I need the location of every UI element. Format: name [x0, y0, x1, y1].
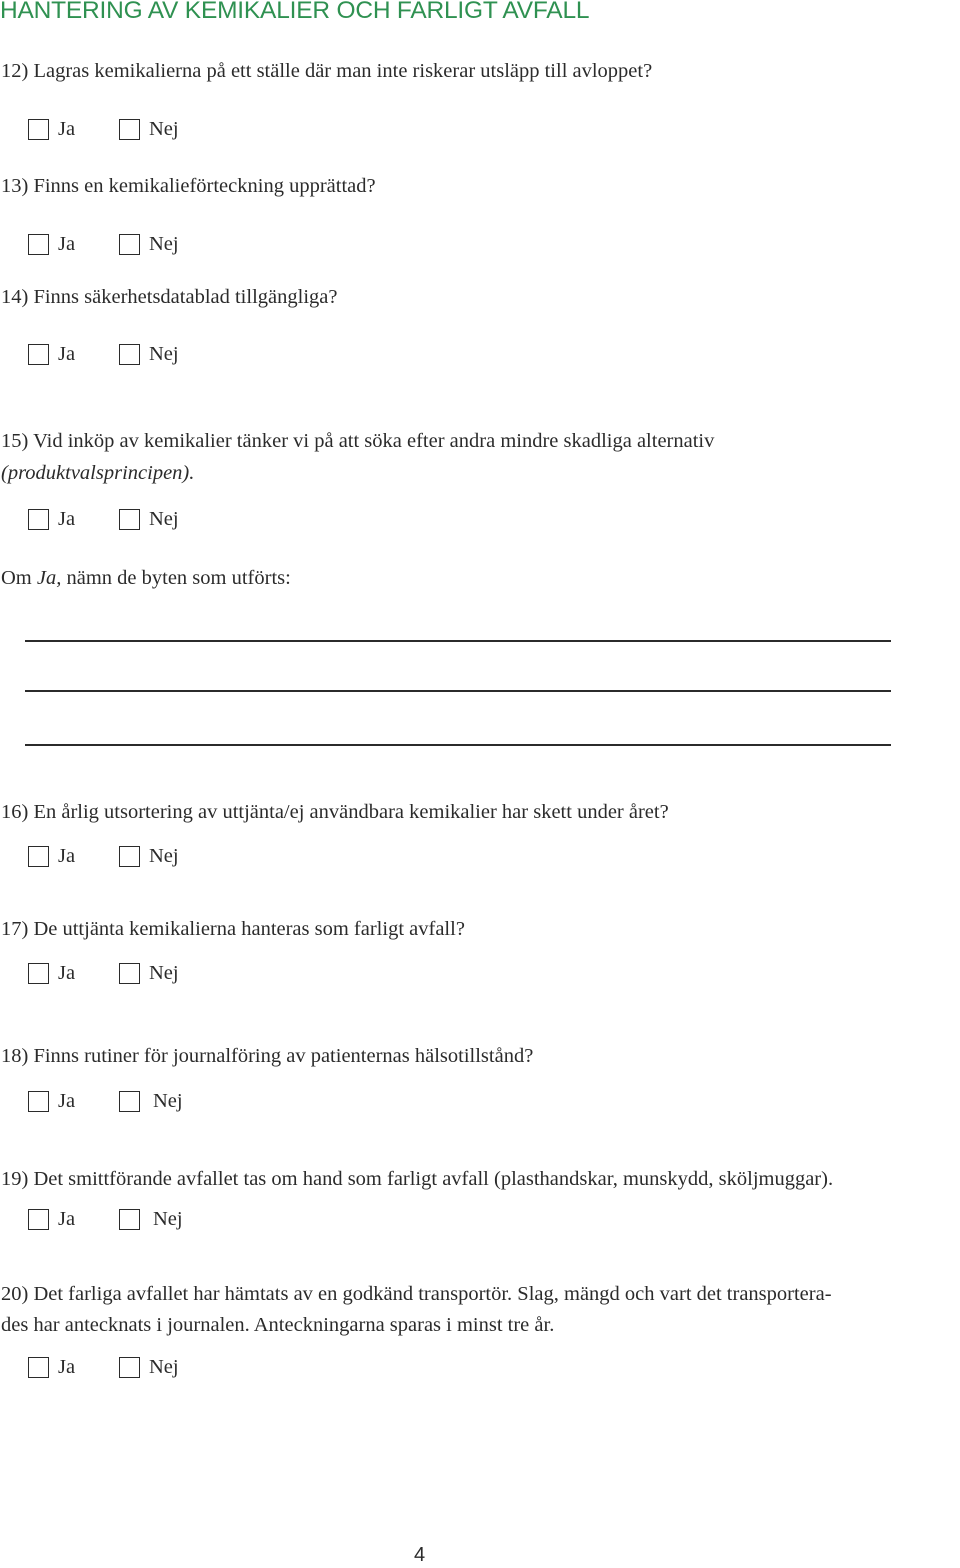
- no-checkbox-19[interactable]: [119, 1209, 140, 1230]
- no-checkbox-14[interactable]: [119, 344, 140, 365]
- yes-label: Ja: [58, 845, 76, 867]
- question-20-line-2: des har antecknats i journalen. Anteckningarna sparas i minst tre år.: [1, 1314, 555, 1336]
- followup-prefix: Om: [1, 567, 37, 589]
- question-18: 18) Finns rutiner för journalföring av patienternas hälsotillstånd?: [1, 1045, 534, 1067]
- no-label: Nej: [149, 343, 179, 365]
- no-checkbox-20[interactable]: [119, 1357, 140, 1378]
- question-19: 19) Det smittförande avfallet tas om hand som farligt avfall (plasthandskar, munskydd, sköljmuggar).: [1, 1168, 834, 1190]
- answer-group-12: [28, 117, 228, 145]
- yes-checkbox-12[interactable]: [28, 119, 49, 140]
- answer-line-2[interactable]: [25, 690, 891, 692]
- answer-group-14: [28, 342, 228, 370]
- question-15: 15) Vid inköp av kemikalier tänker vi på att söka efter andra mindre skadliga alternativ: [1, 430, 715, 452]
- answer-group-13: [28, 232, 228, 260]
- page-number: 4: [414, 1544, 426, 1566]
- yes-checkbox-13[interactable]: [28, 234, 49, 255]
- answer-group-18: [28, 1089, 228, 1117]
- answer-group-15: [28, 507, 228, 535]
- question-15-note-row: [1, 458, 194, 489]
- yes-label: Ja: [58, 962, 76, 984]
- question-16: 16) En årlig utsortering av uttjänta/ej användbara kemikalier har skett under året?: [1, 801, 669, 823]
- answer-line-1[interactable]: [25, 640, 891, 642]
- question-12: 12) Lagras kemikalierna på ett ställe där man inte riskerar utsläpp till avloppet?: [1, 60, 653, 82]
- no-checkbox-17[interactable]: [119, 963, 140, 984]
- no-label: Nej: [149, 1356, 179, 1378]
- question-14: 14) Finns säkerhetsdatablad tillgängliga?: [1, 286, 338, 308]
- yes-label: Ja: [58, 1356, 76, 1378]
- answer-line-3[interactable]: [25, 744, 891, 746]
- yes-label: Ja: [58, 233, 76, 255]
- no-label: Nej: [153, 1090, 183, 1112]
- yes-label: Ja: [58, 1090, 76, 1112]
- no-label: Nej: [149, 233, 179, 255]
- no-label: Nej: [149, 508, 179, 530]
- no-checkbox-13[interactable]: [119, 234, 140, 255]
- no-checkbox-15[interactable]: [119, 509, 140, 530]
- answer-group-16: [28, 844, 228, 872]
- yes-label: Ja: [58, 1208, 76, 1230]
- question-13: 13) Finns en kemikalieförteckning upprättad?: [1, 175, 376, 197]
- yes-checkbox-16[interactable]: [28, 846, 49, 867]
- section-title: HANTERING AV KEMIKALIER OCH FARLIGT AVFALL: [0, 0, 590, 24]
- no-checkbox-16[interactable]: [119, 846, 140, 867]
- yes-checkbox-18[interactable]: [28, 1091, 49, 1112]
- followup-suffix: nämn de byten som utförts:: [61, 567, 291, 589]
- yes-label: Ja: [58, 343, 76, 365]
- question-15-note: (produktvalsprincipen).: [1, 462, 195, 484]
- no-label: Nej: [149, 845, 179, 867]
- yes-checkbox-19[interactable]: [28, 1209, 49, 1230]
- followup-italic: Ja,: [36, 567, 62, 589]
- no-label: Nej: [153, 1208, 183, 1230]
- no-checkbox-12[interactable]: [119, 119, 140, 140]
- yes-label: Ja: [58, 508, 76, 530]
- answer-group-20: [28, 1355, 228, 1383]
- no-label: Nej: [149, 962, 179, 984]
- yes-label: Ja: [58, 118, 76, 140]
- no-label: Nej: [149, 118, 179, 140]
- yes-checkbox-15[interactable]: [28, 509, 49, 530]
- answer-group-17: [28, 961, 228, 989]
- answer-group-19: [28, 1207, 228, 1235]
- yes-checkbox-20[interactable]: [28, 1357, 49, 1378]
- question-15-followup: [1, 563, 291, 594]
- yes-checkbox-17[interactable]: [28, 963, 49, 984]
- question-20-line-1: 20) Det farliga avfallet har hämtats av en godkänd transportör. Slag, mängd och vart det transportera-: [1, 1283, 832, 1305]
- no-checkbox-18[interactable]: [119, 1091, 140, 1112]
- question-17: 17) De uttjänta kemikalierna hanteras som farligt avfall?: [1, 918, 465, 940]
- yes-checkbox-14[interactable]: [28, 344, 49, 365]
